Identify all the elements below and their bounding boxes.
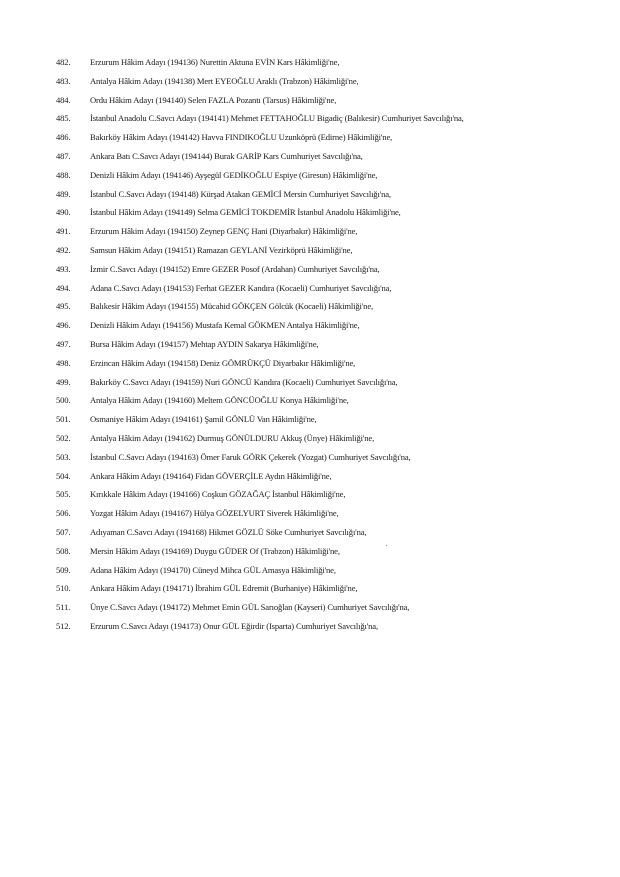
list-item	[56, 222, 576, 241]
item-text: Ankara Batı C.Savcı Adayı (194144) Burak GARİP Kars Cumhuriyet Savcılığı'na,	[90, 150, 363, 161]
item-number: 482.	[56, 57, 71, 67]
list-item	[56, 617, 576, 636]
item-text: Denizli Hâkim Adayı (194146) Ayşegül GEDİKOĞLU Espiye (Giresun) Hâkimliği'ne,	[90, 169, 378, 180]
list-item	[56, 203, 576, 222]
item-number: 500.	[56, 395, 71, 406]
item-number: 488.	[56, 169, 71, 180]
item-text: Ankara Hâkim Adayı (194164) Fidan GÖVERÇİLE Aydın Hâkimliği'ne,	[90, 470, 332, 481]
item-text: Ankara Hâkim Adayı (194171) İbrahim GÜL Edremit (Burhaniye) Hâkimliği'ne,	[90, 583, 358, 594]
item-text: Mersin Hâkim Adayı (194169) Duygu GÜDER Of (Trabzon) Hâkimliği'ne,	[90, 545, 340, 556]
item-number: 505.	[56, 489, 71, 500]
item-text: Kırıkkale Hâkim Adayı (194166) Coşkun GÖZAĞAÇ İstanbul Hâkimliği'ne,	[90, 489, 346, 500]
list-item	[56, 429, 576, 448]
item-number: 498.	[56, 357, 71, 368]
list-item	[56, 598, 576, 617]
item-number: 485.	[56, 113, 71, 124]
item-text: Samsun Hâkim Adayı (194151) Ramazan GEYLANİ Vezirköprü Hâkimliği'ne,	[90, 244, 353, 255]
item-number: 490.	[56, 207, 71, 218]
item-text: Yozgat Hâkim Adayı (194167) Hülya GÖZELYURT Siverek Hâkimliği'ne,	[90, 508, 339, 519]
item-text: Antalya Hâkim Adayı (194162) Durmuş GÖNÜLDURU Akkuş (Ünye) Hâkimliği'ne,	[90, 432, 375, 443]
item-number: 484.	[56, 94, 71, 105]
item-text: Erzincan Hâkim Adayı (194158) Deniz GÖMRÜKÇÜ Diyarbakır Hâkimliği'ne,	[90, 357, 356, 368]
list-item	[56, 561, 576, 580]
item-text: İstanbul Hâkim Adayı (194149) Selma GEMİCİ TOKDEMİR İstanbul Anadolu Hâkimliği'ne,	[90, 207, 401, 218]
item-number: 494.	[56, 282, 71, 293]
item-text: Adıyaman C.Savcı Adayı (194168) Hikmet GÖZLÜ Söke Cumhuriyet Savcılığı'na,	[90, 526, 367, 537]
item-number: 487.	[56, 150, 71, 161]
scan-speck	[386, 545, 387, 546]
item-number: 489.	[56, 188, 71, 199]
item-number: 492.	[56, 244, 71, 255]
item-number: 483.	[56, 75, 71, 86]
item-text: Erzurum C.Savcı Adayı (194173) Onur GÜL Eğirdir (Isparta) Cumhuriyet Savcılığı'na,	[90, 620, 378, 631]
list-item	[56, 410, 576, 429]
item-number: 510.	[56, 583, 71, 594]
item-text: Adana Hâkim Adayı (194170) Cüneyd Mihca GÜL Amasya Hâkimliği'ne,	[90, 564, 336, 575]
list-item	[56, 542, 576, 561]
list-item	[56, 279, 576, 298]
list-item	[56, 504, 576, 523]
item-number: 499.	[56, 376, 71, 387]
list-item	[56, 467, 576, 486]
list-item	[56, 316, 576, 335]
item-text: Erzurum Hâkim Adayı (194136) Nurettin Aktuna EVİN Kars Hâkimliği'ne,	[90, 57, 340, 67]
item-number: 504.	[56, 470, 71, 481]
item-text: İstanbul C.Savcı Adayı (194148) Kürşad Atakan GEMİCİ Mersin Cumhuriyet Savcılığı'na,	[90, 188, 391, 199]
item-number: 501.	[56, 414, 71, 425]
item-number: 491.	[56, 226, 71, 237]
item-number: 508.	[56, 545, 71, 556]
list-item	[56, 391, 576, 410]
list-item	[56, 91, 576, 110]
list-item	[56, 241, 576, 260]
list-item	[56, 373, 576, 392]
list-item	[56, 354, 576, 373]
item-text: Antalya Hâkim Adayı (194138) Mert EYEOĞLU Araklı (Trabzon) Hâkimliği'ne,	[90, 75, 359, 86]
item-text: Adana C.Savcı Adayı (194153) Ferhat GEZER Kandıra (Kocaeli) Cumhuriyet Savcılığı'na,	[90, 282, 392, 293]
item-number: 503.	[56, 451, 71, 462]
item-text: İzmir C.Savcı Adayı (194152) Emre GEZER Posof (Ardahan) Cumhuriyet Savcılığı'na,	[90, 263, 380, 274]
item-number: 493.	[56, 263, 71, 274]
list-item	[56, 260, 576, 279]
list-item	[56, 297, 576, 316]
item-number: 495.	[56, 301, 71, 312]
list-item	[56, 185, 576, 204]
list-item	[56, 485, 576, 504]
item-number: 486.	[56, 132, 71, 143]
item-text: Bakırköy Hâkim Adayı (194142) Havva FINDIKOĞLU Uzunköprü (Edirne) Hâkimliği'ne,	[90, 132, 393, 143]
item-number: 512.	[56, 620, 71, 631]
list-item	[56, 128, 576, 147]
list-item	[56, 335, 576, 354]
item-text: Osmaniye Hâkim Adayı (194161) Şamil GÖNLÜ Van Hâkimliği'ne,	[90, 414, 317, 425]
list-item	[56, 166, 576, 185]
list-item	[56, 523, 576, 542]
appointment-list	[56, 53, 576, 636]
item-number: 506.	[56, 508, 71, 519]
item-text: Antalya Hâkim Adayı (194160) Meltem GÖNCÜOĞLU Konya Hâkimliği'ne,	[90, 395, 349, 406]
item-number: 502.	[56, 432, 71, 443]
item-text: İstanbul Anadolu C.Savcı Adayı (194141) Mehmet FETTAHOĞLU Bigadiç (Balıkesir) Cumhuriyet Savcılığı'na,	[90, 113, 464, 124]
item-text: İstanbul C.Savcı Adayı (194163) Ömer Faruk GÖRK Çekerek (Yozgat) Cumhuriyet Savcılığı'na,	[90, 451, 411, 462]
list-item	[56, 147, 576, 166]
item-number: 496.	[56, 320, 71, 331]
item-text: Ünye C.Savcı Adayı (194172) Mehmet Emin GÜL Sarıoğlan (Kayseri) Cumhuriyet Savcılığı'na,	[90, 602, 410, 613]
item-number: 509.	[56, 564, 71, 575]
item-number: 507.	[56, 526, 71, 537]
item-text: Ordu Hâkim Adayı (194140) Selen FAZLA Pozantı (Tarsus) Hâkimliği'ne,	[90, 94, 337, 105]
list-item	[56, 53, 576, 72]
item-number: 511.	[56, 602, 71, 613]
item-text: Denizli Hâkim Adayı (194156) Mustafa Kemal GÖKMEN Antalya Hâkimliği'ne,	[90, 320, 360, 331]
list-item	[56, 579, 576, 598]
list-item	[56, 448, 576, 467]
item-number: 497.	[56, 338, 71, 349]
item-text: Bursa Hâkim Adayı (194157) Mehtap AYDIN Sakarya Hâkimliği'ne,	[90, 338, 319, 349]
list-item	[56, 72, 576, 91]
item-text: Balıkesir Hâkim Adayı (194155) Mücahid GÖKÇEN Gölcük (Kocaeli) Hâkimliği'ne,	[90, 301, 373, 312]
item-text: Erzurum Hâkim Adayı (194150) Zeynep GENÇ Hani (Diyarbakır) Hâkimliği'ne,	[90, 226, 358, 237]
list-item	[56, 109, 576, 128]
item-text: Bakırköy C.Savcı Adayı (194159) Nuri GÖNCÜ Kandıra (Kocaeli) Cumhuriyet Savcılığı'na,	[90, 376, 398, 387]
